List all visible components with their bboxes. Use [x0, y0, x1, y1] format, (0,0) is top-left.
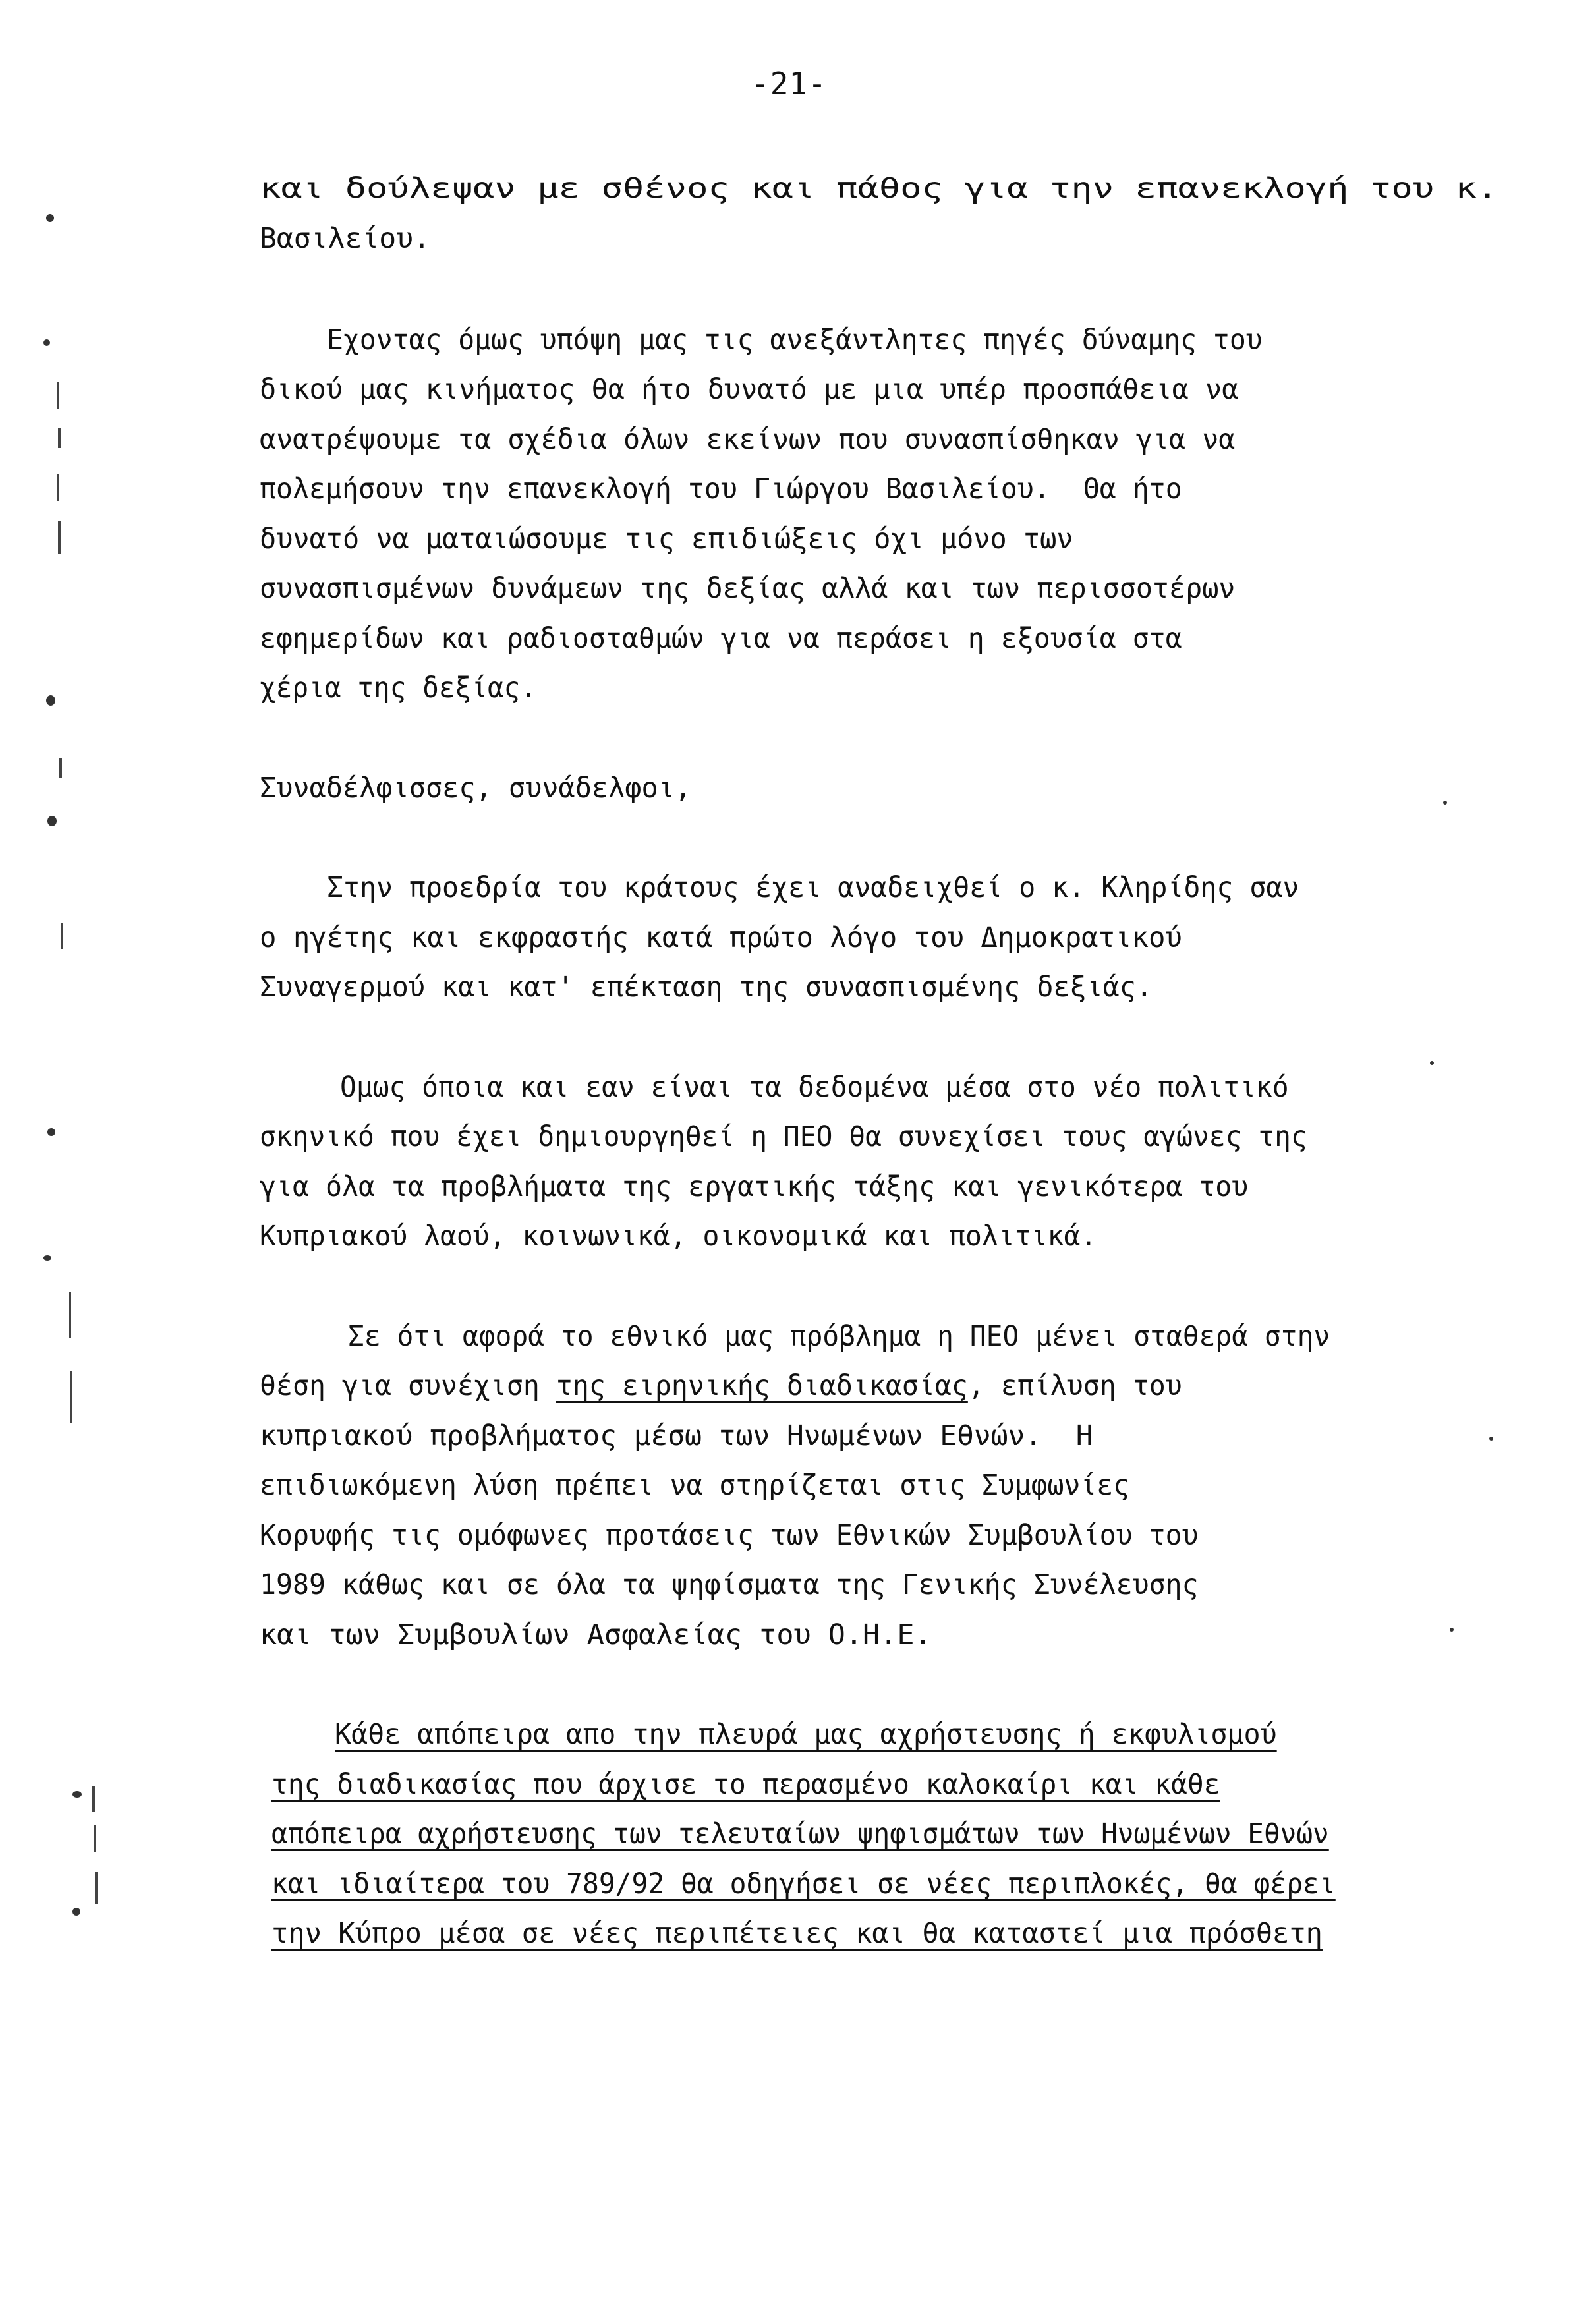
text-line: Κορυφής τις ομόφωνες προτάσεις των Εθνικών Συμβουλίου του	[260, 1519, 1199, 1552]
scan-speck	[46, 214, 54, 222]
scan-speck	[43, 339, 50, 346]
scan-speck	[1430, 1061, 1434, 1065]
scan-mark	[70, 1371, 72, 1423]
text-line: Κυπριακού λαού, κοινωνικά, οικονομικά και πολιτικά.	[260, 1220, 1097, 1253]
text-line: Βασιλείου.	[260, 222, 430, 255]
underlined-line: και ιδιαίτερα του 789/92 θα οδηγήσει σε νέες περιπλοκές, θα φέρει	[271, 1868, 1336, 1901]
scan-mark	[57, 382, 59, 409]
text-line: χέρια της δεξίας.	[260, 672, 537, 704]
scan-mark	[92, 1786, 95, 1812]
underlined-phrase: της ειρηνικής διαδικασίας	[556, 1369, 968, 1402]
text-line: 1989 κάθως και σε όλα τα ψηφίσματα της Γενικής Συνέλευσης	[260, 1568, 1199, 1601]
scan-mark	[58, 521, 61, 554]
text-line: κυπριακού προβλήματος μέσω των Ηνωμένων Εθνών. Η	[260, 1419, 1093, 1452]
underlined-line: την Κύπρο μέσα σε νέες περιπέτειες και θα καταστεί μια πρόσθετη	[271, 1917, 1323, 1950]
text-line: Συναγερμού και κατ' επέκταση της συνασπισμένης δεξιάς.	[260, 971, 1153, 1004]
text-line: σκηνικό που έχει δημιουργηθεί η ΠΕΟ θα συνεχίσει τους αγώνες της	[260, 1120, 1307, 1153]
text-line: και των Συμβουλίων Ασφαλείας του Ο.Η.Ε.	[260, 1618, 932, 1651]
text-line: ο ηγέτης και εκφραστής κατά πρώτο λόγο του Δημοκρατικού	[260, 921, 1182, 954]
scan-mark	[59, 758, 62, 778]
scan-speck	[1443, 801, 1447, 805]
text-line: Σε ότι αφορά το εθνικό μας πρόβλημα η ΠΕΟ μένει σταθερά στην	[348, 1320, 1330, 1353]
scan-mark	[95, 1872, 98, 1904]
text-segment: θέση για συνέχιση	[260, 1369, 556, 1402]
text-line: δικού μας κινήματος θα ήτο δυνατό με μια υπέρ προσπάθεια να	[260, 373, 1239, 406]
text-segment: , επίλυση του	[967, 1369, 1182, 1402]
scan-mark	[69, 1292, 71, 1338]
scan-speck	[43, 1255, 51, 1261]
text-line: ανατρέψουμε τα σχέδια όλων εκείνων που συνασπίσθηκαν για να	[260, 423, 1236, 456]
scan-speck	[1489, 1437, 1493, 1441]
scan-mark	[57, 474, 59, 501]
text-line: και δούλεψαν με σθένος και πάθος για την επανεκλογή του κ.	[260, 172, 1498, 205]
text-line: εφημερίδων και ραδιοσταθμών για να περάσει η εξουσία στα	[260, 622, 1182, 655]
scan-speck	[47, 1128, 55, 1136]
salutation: Συναδέλφισσες, συνάδελφοι,	[260, 772, 692, 805]
text-line: δυνατό να ματαιώσουμε τις επιδιώξεις όχι μόνο των	[260, 523, 1073, 556]
underlined-line: της διαδικασίας που άρχισε το περασμένο καλοκαίρι και κάθε	[271, 1768, 1220, 1801]
underlined-line: απόπειρα αχρήστευσης των τελευταίων ψηφισμάτων των Ηνωμένων Εθνών	[271, 1817, 1329, 1850]
scan-speck	[47, 816, 57, 826]
text-line: για όλα τα προβλήματα της εργατικής τάξης και γενικότερα του	[260, 1170, 1249, 1203]
text-line: συνασπισμένων δυνάμεων της δεξίας αλλά και των περισσοτέρων	[260, 572, 1236, 605]
text-line: Ομως όποια και εαν είναι τα δεδομένα μέσα στο νέο πολιτικό	[340, 1071, 1289, 1104]
scan-mark	[94, 1825, 96, 1852]
text-line-with-underline	[260, 1367, 1182, 1404]
scan-speck	[72, 1791, 82, 1798]
underlined-line: Κάθε απόπειρα απο την πλευρά μας αχρήστευσης ή εκφυλισμού	[335, 1718, 1277, 1751]
scan-speck	[72, 1908, 80, 1916]
text-line: πολεμήσουν την επανεκλογή του Γιώργου Βασιλείου. Θα ήτο	[260, 472, 1182, 505]
scan-mark	[58, 428, 61, 448]
page-number: -21-	[751, 66, 827, 101]
text-line: επιδιωκόμενη λύση πρέπει να στηρίζεται στις Συμφωνίες	[260, 1469, 1130, 1502]
scan-speck	[46, 695, 55, 706]
text-line: Στην προεδρία του κράτους έχει αναδειχθεί ο κ. Κληρίδης σαν	[327, 871, 1299, 904]
text-line: Εχοντας όμως υπόψη μας τις ανεξάντλητες πηγές δύναμης του	[327, 324, 1263, 357]
scan-speck	[1450, 1628, 1454, 1632]
scan-mark	[61, 923, 63, 949]
